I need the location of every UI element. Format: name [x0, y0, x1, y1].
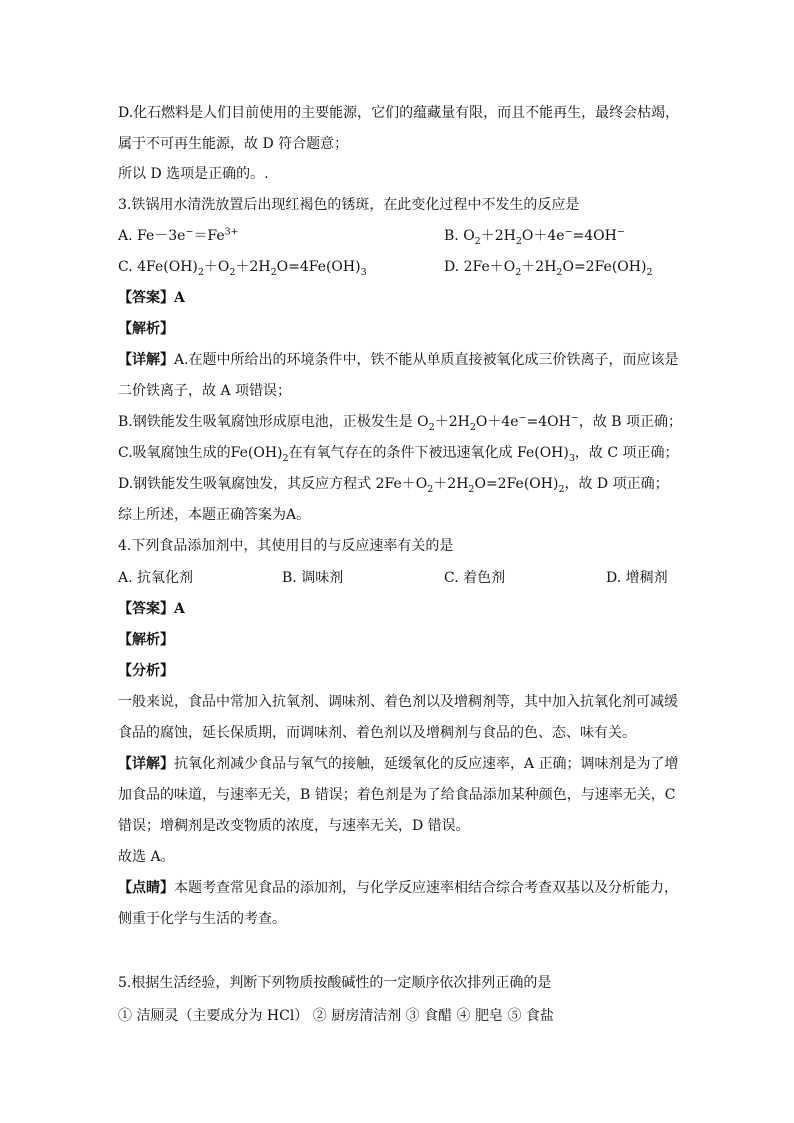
- q4-option-c: C. 着色剂: [444, 570, 506, 586]
- q4-dianjing-line: 侧重于化学与生活的考查。: [118, 911, 286, 927]
- q4-answer: 【答案】A: [118, 601, 185, 617]
- q4-choose: 故选 A。: [118, 849, 175, 865]
- q3-detail-line: 二价铁离子，故 A 项错误；: [118, 383, 292, 399]
- q3-summary: 综上所述，本题正确答案为A。: [118, 507, 311, 523]
- q3-option-d: D. $2Fe+O_2+2H_2O=2Fe(OH)_2$: [444, 259, 653, 278]
- question-3-stem: 3.铁锅用水清洗放置后出现红褐色的锈斑，在此变化过程中不发生的反应是: [118, 197, 580, 213]
- q4-dianjing-line: 【点睛】本题考查常见食品的添加剂，与化学反应速率相结合综合考查双基以及分析能力，: [118, 880, 678, 896]
- q3-option-c: C. $4Fe(OH)_2+O_2+2H_2O=4Fe(OH)_3$: [118, 259, 367, 278]
- q4-detail-line: 错误；增稠剂是改变物质的浓度，与速率无关，D 错误。: [118, 818, 470, 834]
- q4-detail-line: 【详解】抗氧化剂减少食品与氧气的接触，延缓氧化的反应速率，A 正确；调味剂是为了增: [118, 756, 679, 772]
- text-line: D.化石燃料是人们目前使用的主要能源，它们的蕴藏量有限，而且不能再生，最终会枯竭，: [118, 105, 680, 121]
- text-line: 所以 D 选项是正确的。.: [118, 166, 269, 182]
- q5-items: ① 洁厕灵（主要成分为 HCl） ② 厨房清洁剂 ③ 食醋 ④ 肥皂 ⑤ 食盐: [118, 1008, 554, 1024]
- q3-detail-line: B.钢铁能发生吸氧腐蚀形成原电池，正极发生是 $O_2+2H_2O+4e^-=4OH^-$，故 B 项正确；: [118, 412, 683, 433]
- q4-option-d: D. 增稠剂: [606, 570, 668, 586]
- question-4-stem: 4.下列食品添加剂中，其使用目的与反应速率有关的是: [118, 538, 454, 554]
- q4-option-b: B. 调味剂: [282, 570, 344, 586]
- q3-detail-line: C.吸氧腐蚀生成的$Fe(OH)_2$在有氧气存在的条件下被迅速氧化成 $Fe(OH)_3$，故 C 项正确；: [118, 445, 679, 464]
- q3-option-a: A. $Fe-3e^-=Fe^{3+}$: [118, 226, 239, 244]
- q4-fenxi-heading: 【分析】: [118, 663, 174, 679]
- q3-answer: 【答案】A: [118, 290, 185, 306]
- q4-fenxi-line: 食品的腐蚀，延长保质期，而调味剂、着色剂以及增稠剂与食品的色、态、味有关。: [118, 725, 636, 741]
- q3-option-b: B. $O_2+2H_2O+4e^-=4OH^-$: [444, 226, 625, 247]
- q4-fenxi-line: 一般来说，食品中常加入抗氧剂、调味剂、着色剂以及增稠剂等，其中加入抗氧化剂可减缓: [118, 694, 678, 710]
- q4-detail-line: 加食品的味道，与速率无关，B 错误；着色剂是为了给食品添加某种颜色，与速率无关，C: [118, 787, 676, 803]
- q3-detail-line: 【详解】A.在题中所给出的环境条件中，铁不能从单质直接被氧化成三价铁离子，而应该是: [118, 352, 679, 368]
- text-line: 属于不可再生能源，故 D 符合题意；: [118, 136, 349, 152]
- q3-detail-line: D.钢铁能发生吸氧腐蚀发，其反应方程式 $2Fe+O_2+2H_2O=2Fe(OH)_2$，故 D 项正确；: [118, 476, 669, 495]
- question-5-stem: 5.根据生活经验，判断下列物质按酸碱性的一定顺序依次排列正确的是: [118, 975, 552, 991]
- q3-analysis-heading: 【解析】: [118, 321, 174, 337]
- q4-option-a: A. 抗氧化剂: [118, 570, 194, 586]
- q4-analysis-heading: 【解析】: [118, 632, 174, 648]
